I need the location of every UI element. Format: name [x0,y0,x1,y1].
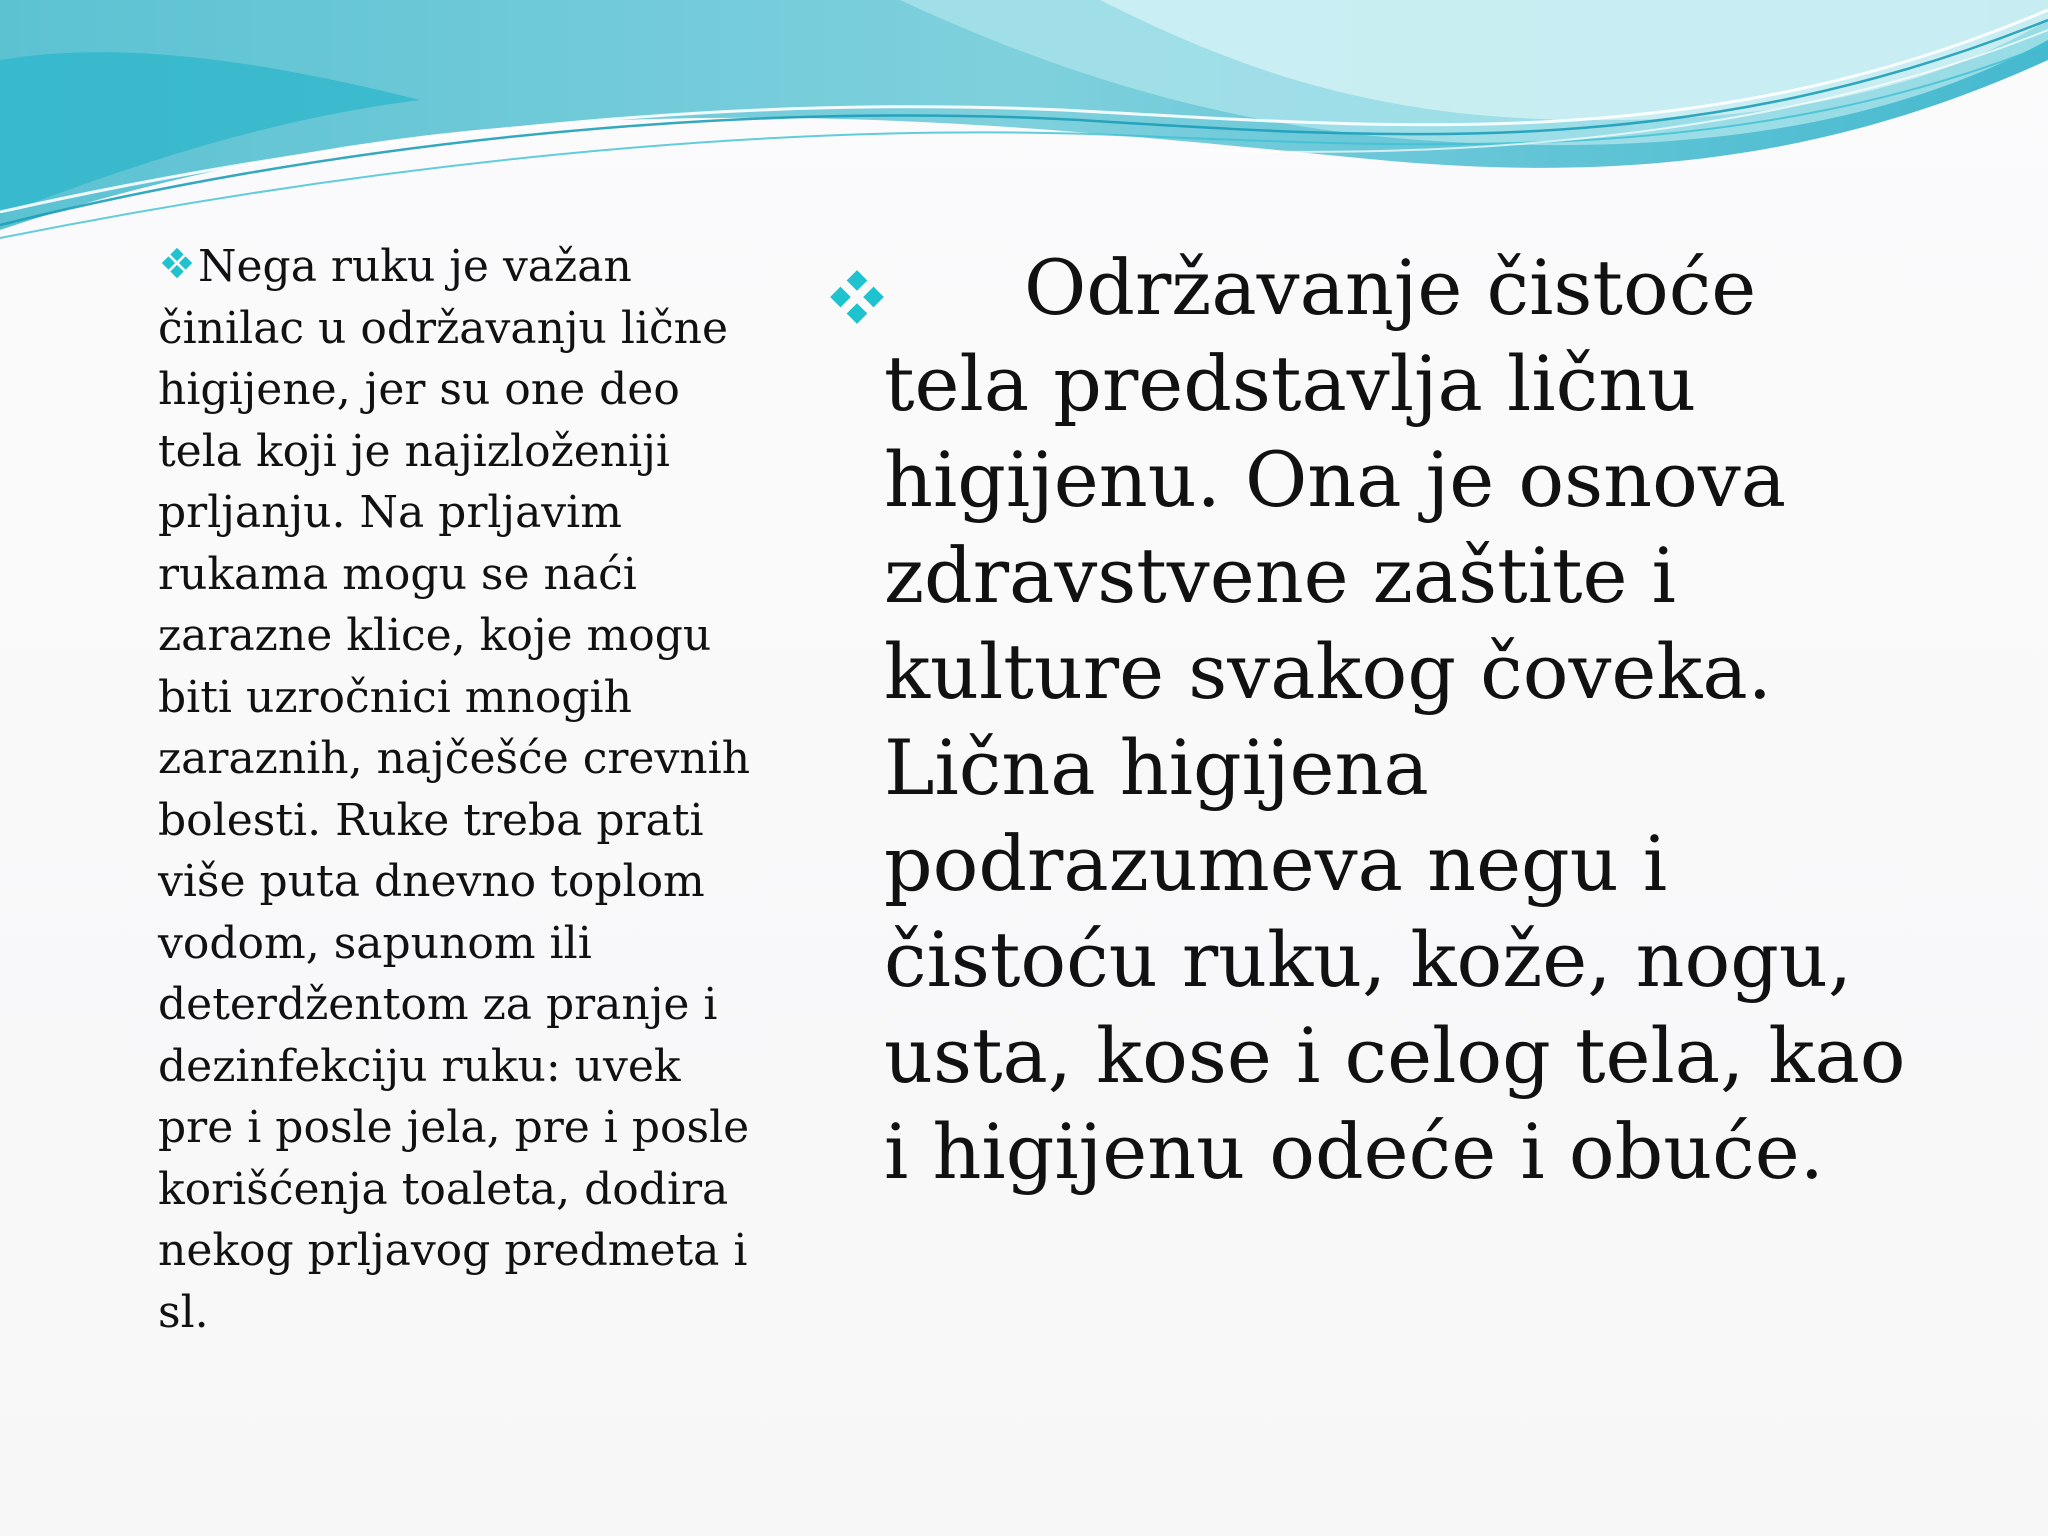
right-paragraph [826,240,1906,1200]
diamond-bullet-icon [158,243,196,283]
diamond-bullet-icon [826,266,888,328]
right-paragraph-text: Održavanje čistoće tela predstavlja ličnu higijenu. Ona je osnova zdravstvene zaštite i kulture svakog čoveka. Lična higijena podrazumeva negu i čistoću ruku, kože, nogu, usta, kose i celog tela, kao i higijenu odeće i obuće. [884,243,1906,1196]
left-text-column [158,236,768,1343]
right-text-column [826,240,1906,1200]
left-paragraph-text: Nega ruku je važan činilac u održavanju lične higijene, jer su one deo tela koji je najizloženiji prljanju. Na prljavim rukama mogu se naći zarazne klice, koje mogu biti uzročnici mnogih zaraznih, najčešće crevnih bolesti. Ruke treba prati više puta dnevno toplom vodom, sapunom ili deterdžentom za pranje i dezinfekciju ruku: uvek pre i posle jela, pre i posle korišćenja toaleta, dodira nekog prljavog predmeta i sl. [158,241,751,1338]
header-wave-decoration [0,0,2048,260]
left-paragraph [158,236,768,1343]
